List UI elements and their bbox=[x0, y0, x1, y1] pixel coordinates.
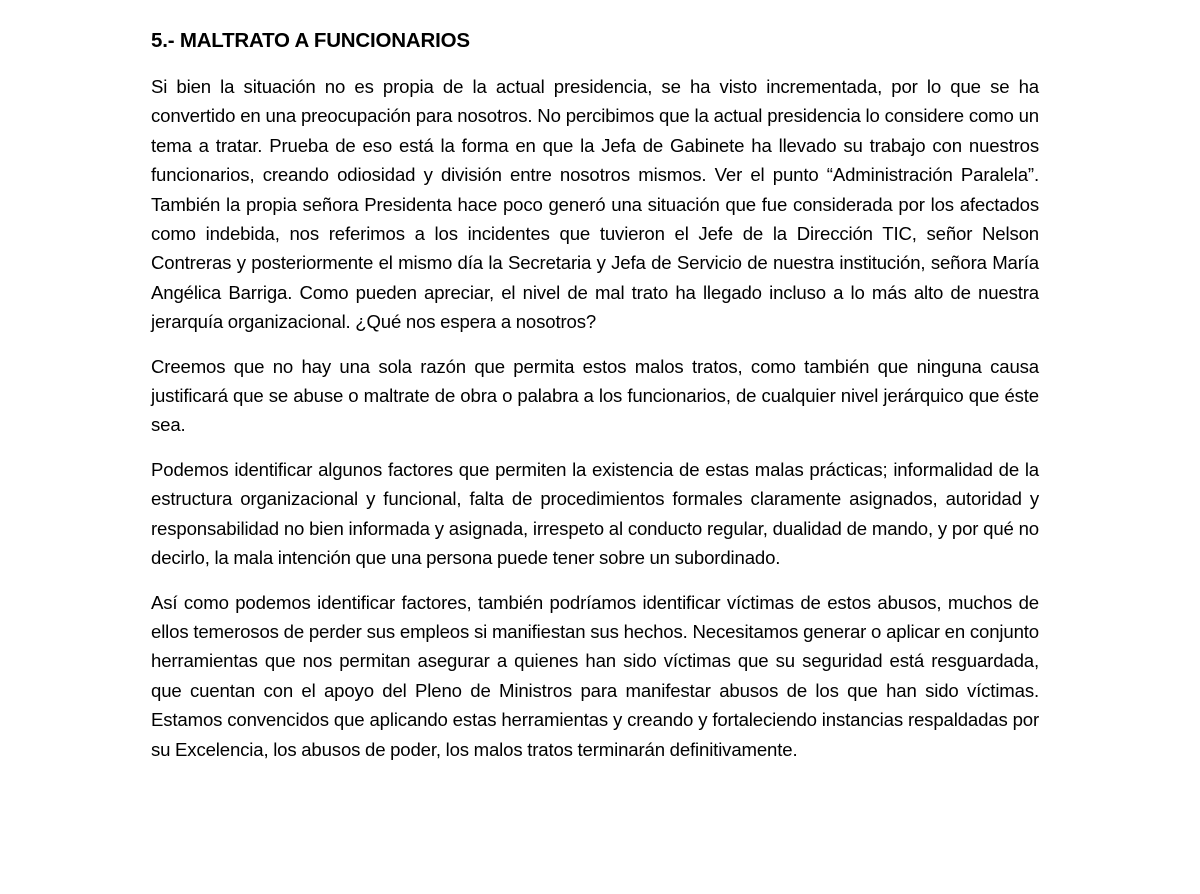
paragraph-1: Si bien la situación no es propia de la actual presidencia, se ha visto incrementada, por lo que se ha convertido en una preocupación para nosotros. No percibimos que la actual presidencia lo considere como un tema a tratar. Prueba de eso está la forma en que la Jefa de Gabinete ha llevado su trabajo con nuestros funcionarios, creando odiosidad y división entre nosotros mismos. Ver el punto “Administración Paralela”. También la propia señora Presidenta hace poco generó una situación que fue considerada por los afectados como indebida, nos referimos a los incidentes que tuvieron el Jefe de la Dirección TIC, señor Nelson Contreras y posteriormente el mismo día la Secretaria y Jefa de Servicio de nuestra institución, señora María Angélica Barriga. Como pueden apreciar, el nivel de mal trato ha llegado incluso a lo más alto de nuestra jerarquía organizacional. ¿Qué nos espera a nosotros? bbox=[151, 76, 1039, 333]
paragraph-3: Podemos identificar algunos factores que permiten la existencia de estas malas prácticas; informalidad de la estructura organizacional y funcional, falta de procedimientos formales claramente asignados, autoridad y responsabilidad no bien informada y asignada, irrespeto al conducto regular, dualidad de mando, y por qué no decirlo, la mala intención que una persona puede tener sobre un subordinado. bbox=[151, 458, 1039, 569]
paragraph-2: Creemos que no hay una sola razón que permita estos malos tratos, como también que ninguna causa justificará que se abuse o maltrate de obra o palabra a los funcionarios, de cualquier nivel jerárquico que éste sea. bbox=[151, 355, 1039, 436]
paragraph-4: Así como podemos identificar factores, también podríamos identificar víctimas de estos abusos, muchos de ellos temerosos de perder sus empleos si manifiestan sus hechos. Necesitamos generar o aplicar en conjunto herramientas que nos permitan asegurar a quienes han sido víctimas que su seguridad está resguardada, que cuentan con el apoyo del Pleno de Ministros para manifestar abusos de los que han sido víctimas. Estamos convencidos que aplicando estas herramientas y creando y fortaleciendo instancias respaldadas por su Excelencia, los abusos de poder, los malos tratos terminarán definitivamente. bbox=[151, 591, 1039, 760]
document-page bbox=[151, 26, 1039, 779]
section-heading: 5.- MALTRATO A FUNCIONARIOS bbox=[151, 29, 470, 52]
